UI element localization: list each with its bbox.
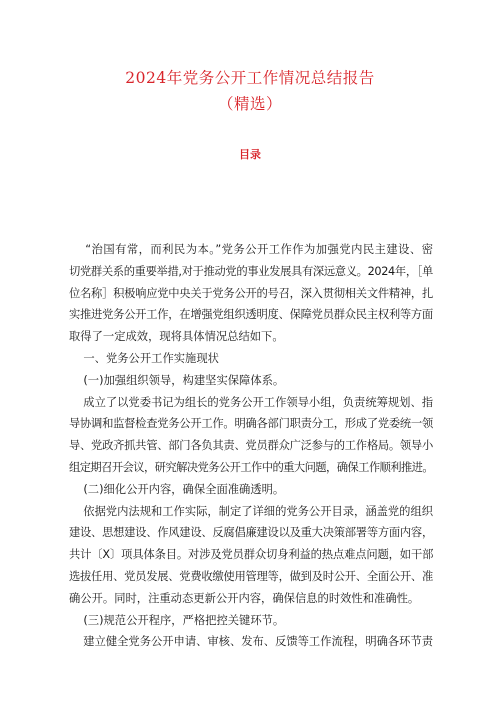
body-line: 取得了一定成效，现将具体情况总结如下。	[69, 330, 284, 344]
body-line: 导协调和监督检查党务公开工作。明确各部门职责分工，形成了党委统一领	[69, 417, 433, 431]
body-line: 切党群关系的重要举措,对于推动党的事业发展具有深远意义。2024年，［单	[69, 264, 433, 278]
toc-heading: 目录	[239, 148, 261, 161]
body-line: 选拔任用、党员发展、党费收缴使用管理等，做到及时公开、全面公开、准	[69, 569, 433, 583]
section-heading: 一、党务公开工作实施现状	[69, 351, 219, 365]
body-line: 位名称］积极响应党中央关于党务公开的号召，深入贯彻相关文件精神，扎	[69, 286, 433, 300]
doc-subtitle: （精选）	[217, 95, 282, 113]
body-line: 建立健全党务公开申请、审核、发布、反馈等工作流程，明确各环节责	[69, 635, 433, 649]
body-line: 组定期召开会议，研究解决党务公开工作中的重大问题，确保工作顺利推进。	[69, 460, 434, 474]
body-line: 导、党政齐抓共管、部门各负其责、党员群众广泛参与的工作格局。领导小	[69, 439, 433, 453]
body-line: “治国有常，而利民为本。”党务公开工作作为加强党内民主建设、密	[69, 243, 433, 256]
subsection-heading: (一)加强组织领导，构建坚实保障体系。	[69, 373, 285, 387]
doc-title: 2024年党务公开工作情况总结报告	[125, 69, 375, 87]
doc-body	[69, 239, 433, 653]
body-line: 确公开。同时，注重动态更新公开内容，确保信息的时效性和准确性。	[69, 591, 420, 605]
subsection-heading: (二)细化公开内容，确保全面准确透明。	[69, 482, 285, 496]
subsection-heading: (三)规范公开程序，严格把控关键环节。	[69, 613, 285, 627]
body-line: 共计〔X〕项具体条目。对涉及党员群众切身利益的热点难点问题，如干部	[69, 548, 434, 562]
body-line: 成立了以党委书记为组长的党务公开工作领导小组，负责统筹规划、指	[69, 395, 433, 409]
body-line: 实推进党务公开工作，在增强党组织透明度、保障党员群众民主权利等方面	[69, 308, 433, 322]
body-line: 建设、思想建设、作风建设、反腐倡廉建设以及重大决策部署等方面内容，	[69, 526, 433, 540]
body-line: 依据党内法规和工作实际，制定了详细的党务公开目录，涵盖党的组织	[69, 504, 433, 518]
